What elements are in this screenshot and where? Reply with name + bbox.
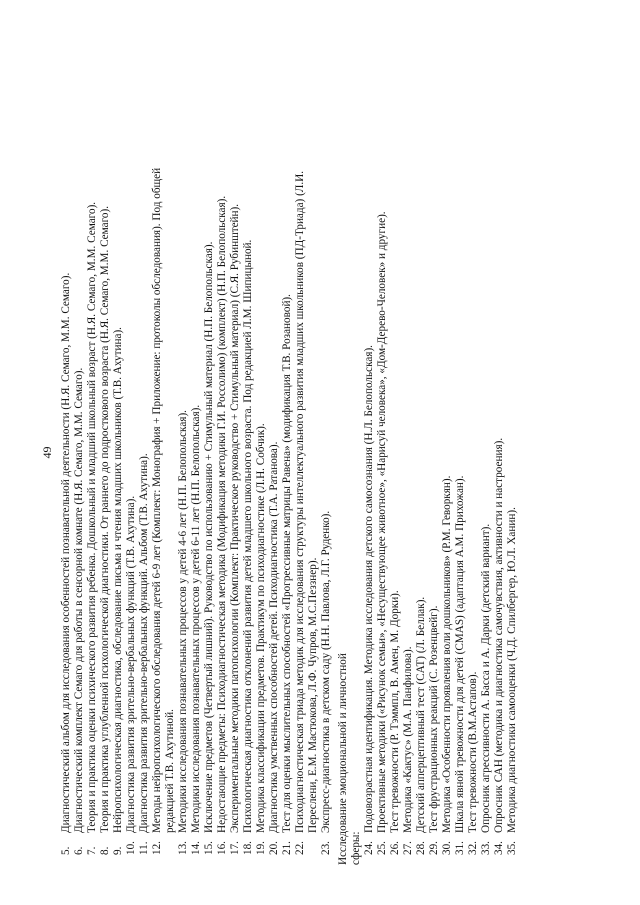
item-number: 27. [402, 841, 414, 855]
item-number: 15. [203, 841, 215, 855]
item-line: Экспериментальные методики патопсихологии (Комплект: Практическое руководство + Стимульный материал) (С.Я. Рубинштейн). [229, 203, 241, 833]
item-number: 23. [320, 841, 332, 855]
item-text [493, 55, 506, 833]
item-line: Шкала явной тревожности для детей (CMAS) (адаптация А.М. Прихожан). [454, 475, 466, 833]
item-text [294, 55, 320, 833]
list-item [86, 55, 99, 855]
list-item [415, 55, 428, 855]
item-number: 24. [363, 841, 375, 855]
list-item [320, 55, 333, 855]
item-number: 25. [376, 841, 388, 855]
list-item [112, 55, 125, 855]
list-item [242, 55, 255, 855]
item-number: 33. [480, 841, 492, 855]
list-item [294, 55, 320, 855]
item-line: Тест фрустрационных реакций (С. Розенцвейг). [428, 605, 440, 833]
list-item [125, 55, 138, 855]
item-line: Диагностический комплект Семаго для работы в сенсорной комнате (Н.Я. Семаго, М.М. Семаго). [73, 367, 85, 833]
list-item [203, 55, 216, 855]
item-number: 13. [177, 841, 189, 855]
list-item [454, 55, 467, 855]
item-line: Тест для оценки мыслительных способностей «Прогрессивные матрицы Равена» (модификация Т.В. Розановой). [281, 294, 293, 833]
item-text [203, 55, 216, 833]
item-number: 6. [73, 846, 85, 855]
item-text [281, 55, 294, 833]
item-number: 29. [428, 841, 440, 855]
item-number: 9. [112, 846, 124, 855]
item-text [268, 55, 281, 833]
item-line: Подовозрастная идентификация. Методика исследования детского самосознания (Н.Л. Белопольская). [363, 345, 375, 833]
item-text [242, 55, 255, 833]
item-text [229, 55, 242, 833]
item-line: Экспресс-диагностика в детском саду (Н.Н. Павлова, Л.Г. Руденко). [320, 510, 332, 833]
item-number: 32. [467, 841, 479, 855]
item-text [151, 55, 177, 833]
item-number: 19. [255, 841, 267, 855]
item-text [73, 55, 86, 833]
list-item [363, 55, 376, 855]
item-line: Нейропсихологическая диагностика, обследование письма и чтения младших школьников (Т.В. Ахутина). [112, 327, 124, 833]
item-text [138, 55, 151, 833]
item-text [506, 55, 519, 833]
item-text [480, 55, 493, 833]
item-line: Методика «Особенности проявления воли дошкольников» (Р.М. Геворкян). [441, 475, 453, 833]
item-line: Опросник агрессивности А. Басса и А. Дарки (детский вариант). [480, 523, 492, 833]
item-number: 5. [60, 846, 72, 855]
list-item [229, 55, 242, 855]
item-text [376, 55, 389, 833]
item-number: 30. [441, 841, 453, 855]
item-line: Методы нейропсихологического обследования детей 6-9 лет (Комплект: Монография + Приложение: протоколы обследования). Под общей [151, 167, 163, 833]
item-number: 21. [281, 841, 293, 855]
item-text [216, 55, 229, 833]
item-number: 20. [268, 841, 280, 855]
item-number: 16. [216, 841, 228, 855]
list-item [441, 55, 454, 855]
item-line: Диагностика развития зрительно-вербальных функций (Т.В. Ахутина). [125, 495, 137, 833]
list-item [216, 55, 229, 855]
list-item [190, 55, 203, 855]
item-number: 7. [86, 846, 98, 855]
item-text [190, 55, 203, 833]
list-item [402, 55, 415, 855]
item-line: Методики исследования познавательных процессов у детей 6-11 лет (Н.П. Белопольская). [190, 404, 202, 833]
item-text [177, 55, 190, 833]
item-line: Диагностика умственных способностей детей. Психодиагностика (Т.А. Ратанова). [268, 441, 280, 833]
item-text [454, 55, 467, 833]
item-number: 8. [99, 846, 111, 855]
list-item [389, 55, 402, 855]
list-item [376, 55, 389, 855]
item-text [99, 55, 112, 833]
item-line: Психологическая диагностика отклонений развития детей младшего школьного возраста. Под редакцией Л.М. Шипицыной. [242, 239, 254, 833]
list-item [255, 55, 268, 855]
list-item [99, 55, 112, 855]
section-heading: Исследование эмоциональной и личностной [337, 653, 349, 865]
item-line: Детский апперцептивный тест (CAT) (Л. Беллак). [415, 596, 427, 833]
list-item [428, 55, 441, 855]
item-line: Теория и практика углубленной психологической диагностики. От раннего до подросткового возраста (Н.Я. Семаго, М.М. Семаго). [99, 205, 111, 833]
item-number: 28. [415, 841, 427, 855]
item-line: Тест тревожности (В.М.Астапов). [467, 671, 479, 833]
list-item [493, 55, 506, 855]
item-line: Диагностика развития зрительно-вербальных функций. Альбом (Т.В. Ахутина). [138, 453, 150, 833]
item-text [363, 55, 376, 833]
item-text [467, 55, 480, 833]
list-item [480, 55, 493, 855]
item-line: Тест тревожности (Р. Тэммпл, В. Амен, М. Дорки). [389, 590, 401, 833]
item-text [441, 55, 454, 833]
item-line: Методики исследования познавательных процессов у детей 4-6 лет (Н.П. Белопольская). [177, 410, 189, 833]
page-number: 49 [40, 446, 54, 459]
list-item [268, 55, 281, 855]
item-text [389, 55, 402, 833]
item-text [415, 55, 428, 833]
item-number: 12. [151, 841, 163, 855]
list-item [73, 55, 86, 855]
item-line: Теория и практика оценки психического развития ребенка. Дошкольный и младший школьный возраст (Н.Я. Семаго, М.М. Семаго). [86, 201, 98, 833]
item-number: 34. [493, 841, 505, 855]
item-number: 11. [138, 841, 150, 855]
item-text [428, 55, 441, 833]
list-item [177, 55, 190, 855]
list-item [467, 55, 480, 855]
item-line: Опросник САН (методика и диагностика самочувствия, активности и настроения). [493, 437, 505, 833]
list-item [506, 55, 519, 855]
item-text [60, 55, 73, 833]
item-text [320, 55, 333, 833]
methods-list [60, 55, 519, 865]
item-line: редакцией Т.В. Ахутиной. [164, 709, 176, 833]
item-text [255, 55, 268, 833]
item-line: Недостающие предметы: Психодиагностическая методика (Модификация методики Г.И. Россолимо) (комплект) (Н.П. Белопольская). [216, 195, 228, 833]
item-number: 35. [506, 841, 518, 855]
list-item [138, 55, 151, 855]
item-line: Переслени, Е.М. Мастюкова, Л.Ф. Чупров, М.С.Пеззнер). [307, 557, 319, 833]
item-line: Методика классификации предметов. Практикум по психодиагностике (Л.Н. Собчик). [255, 423, 267, 833]
list-item [151, 55, 177, 855]
section-heading: сферы: [350, 831, 362, 865]
item-number: 14. [190, 841, 202, 855]
item-text [86, 55, 99, 833]
item-number: 18. [242, 841, 254, 855]
item-line: Методика диагностики самооценки (Ч.Д. Спилбергер, Ю.Л. Ханин). [506, 507, 518, 833]
item-number: 26. [389, 841, 401, 855]
list-item [60, 55, 73, 855]
list-item [281, 55, 294, 855]
item-number: 22. [294, 841, 306, 855]
item-line: Исключение предметов (Четвертый лишний). Руководство по использованию + Стимульный материал (Н.П. Белопольская). [203, 241, 215, 833]
item-number: 10. [125, 841, 137, 855]
item-line: Диагностический альбом для исследования особенностей познавательной деятельности (Н.Я. Семаго, М.М. Семаго). [60, 272, 72, 833]
item-line: Методика «Кактус» (М.А. Панфилова). [402, 646, 414, 833]
item-line: Проективные методики («Рисунок семьи», «Несуществующее животное», «Нарисуй человека», «Дом-Дерево-Человек» и другие). [376, 211, 388, 833]
item-text [125, 55, 138, 833]
item-text [112, 55, 125, 833]
item-number: 31. [454, 841, 466, 855]
item-text [402, 55, 415, 833]
item-line: Психодиагностическая триада методик для исследования структуры интеллектуального развития младших школьников (ПД-Триада) (Л.И. [294, 170, 306, 833]
item-number: 17. [229, 841, 241, 855]
